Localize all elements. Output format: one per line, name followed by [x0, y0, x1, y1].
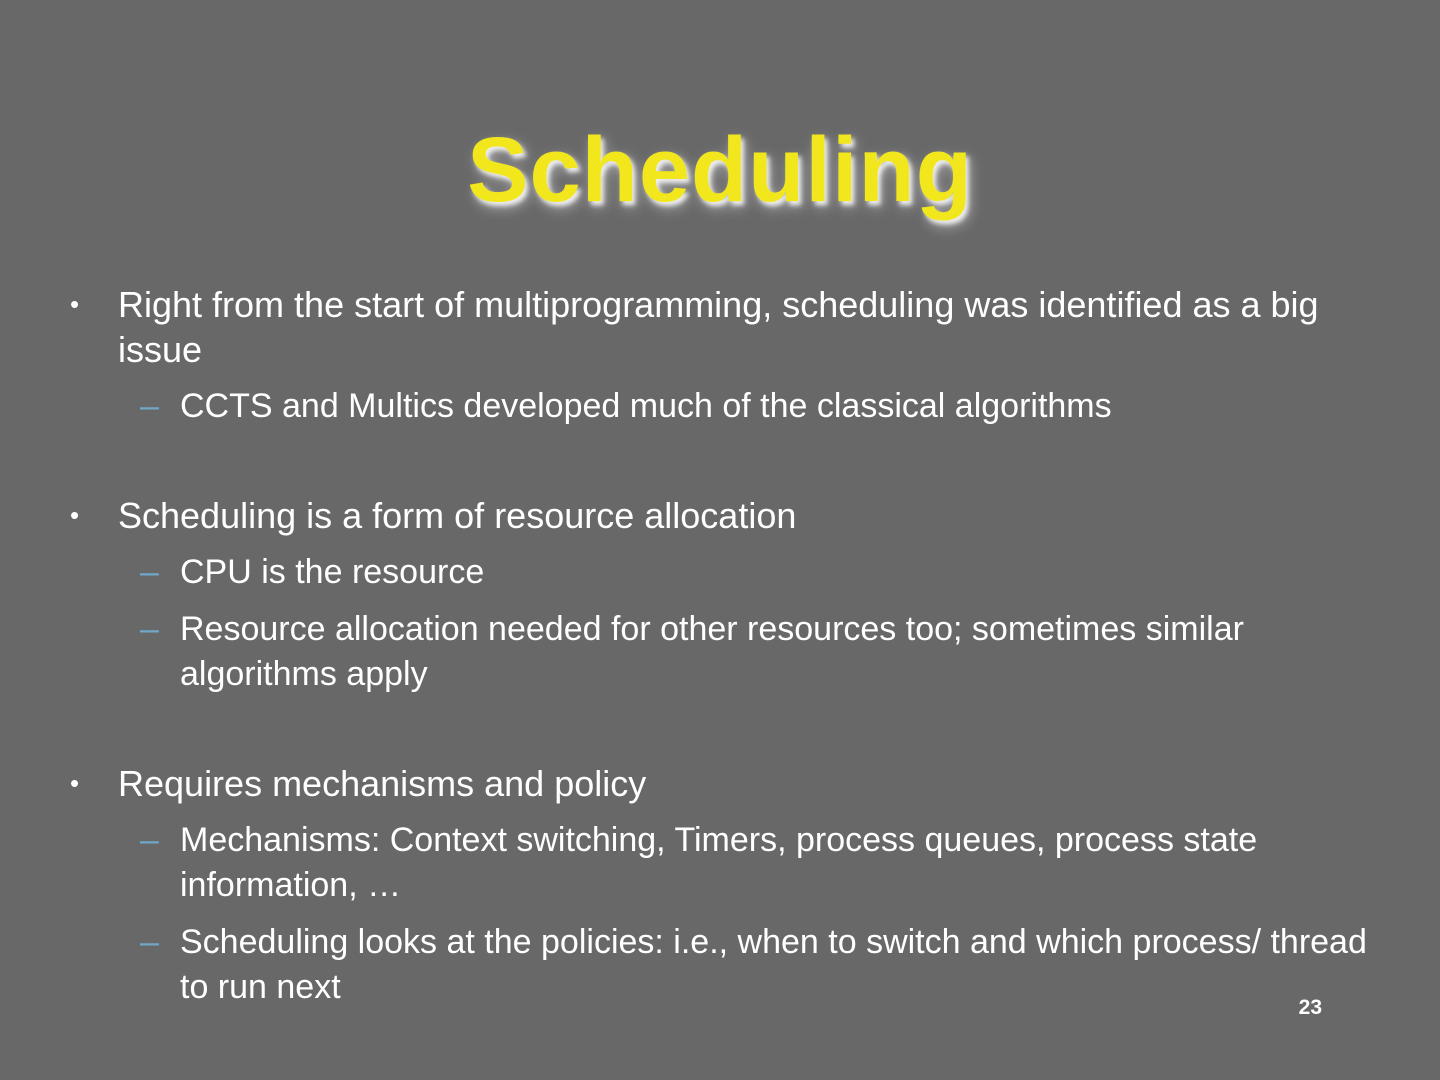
bullet-text: Requires mechanisms and policy — [118, 763, 647, 804]
dash-icon: – — [140, 923, 159, 961]
sub-bullet-text: Scheduling looks at the policies: i.e., when to switch and which process/ thread to run next — [180, 923, 1367, 1006]
sub-bullet-text: CPU is the resource — [180, 553, 485, 591]
sub-bullet-item — [60, 920, 1382, 1010]
bullet-item — [60, 761, 1382, 806]
bullet-text: Scheduling is a form of resource allocation — [118, 495, 797, 536]
dash-icon: – — [140, 553, 159, 591]
bullet-icon: • — [70, 289, 80, 319]
slide-body — [60, 282, 1382, 1074]
page-number: 23 — [1298, 996, 1322, 1019]
bullet-icon: • — [70, 768, 80, 798]
dash-icon: – — [140, 610, 159, 648]
dash-icon: – — [140, 821, 159, 859]
sub-bullet-text: CCTS and Multics developed much of the classical algorithms — [180, 387, 1112, 425]
bullet-icon: • — [70, 500, 80, 530]
bullet-item — [60, 493, 1382, 538]
sub-bullet-text: Resource allocation needed for other resources too; sometimes similar algorithms apply — [180, 610, 1244, 693]
sub-bullet-text: Mechanisms: Context switching, Timers, process queues, process state information, … — [180, 821, 1258, 904]
slide-title: Scheduling — [467, 119, 973, 221]
sub-bullet-item — [60, 550, 1382, 595]
sub-bullet-item — [60, 384, 1382, 429]
sub-bullet-item — [60, 607, 1382, 697]
bullet-group — [60, 761, 1382, 1010]
bullet-item — [60, 282, 1382, 372]
bullet-group — [60, 493, 1382, 697]
dash-icon: – — [140, 387, 159, 425]
bullet-group — [60, 282, 1382, 429]
bullet-text: Right from the start of multiprogramming, scheduling was identified as a big issue — [118, 284, 1319, 370]
sub-bullet-item — [60, 818, 1382, 908]
